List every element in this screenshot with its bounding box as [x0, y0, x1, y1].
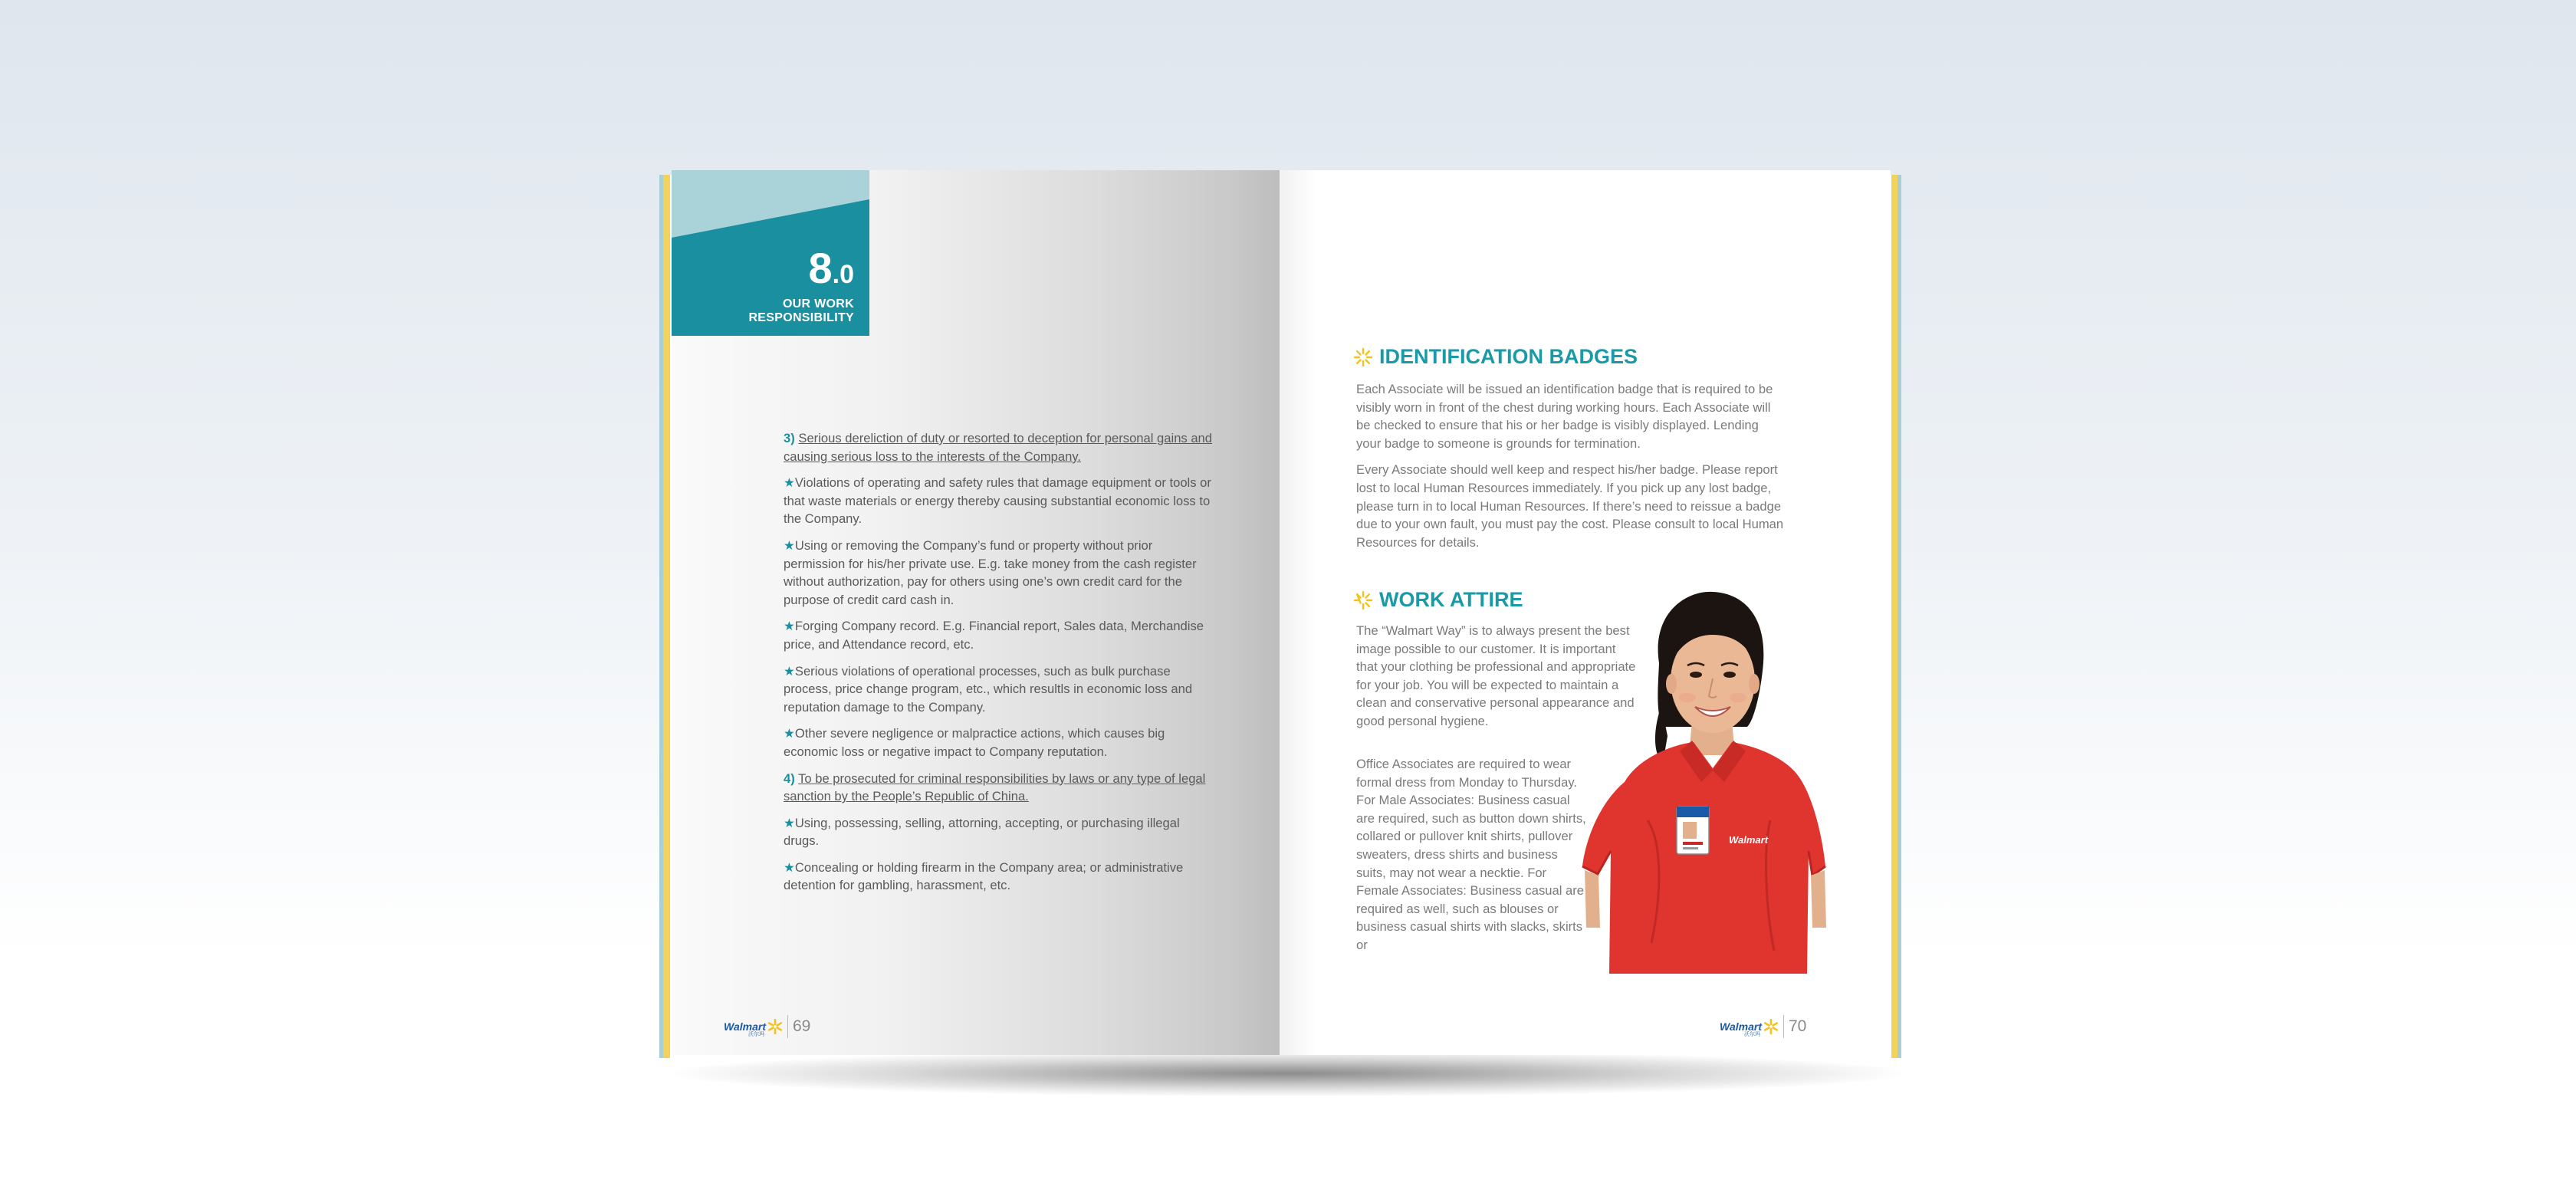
section-title-attire [1353, 588, 1523, 612]
star-bullet-icon: ★ [784, 619, 795, 634]
clause-heading [784, 770, 1213, 806]
footer-separator [1783, 1015, 1784, 1038]
bullet-text: Forging Company record. E.g. Financial report, Sales data, Merchandise price, and Attendance record, etc. [784, 619, 1204, 652]
bullet-item [784, 617, 1213, 653]
bullet-text: Violations of operating and safety rules that damage equipment or tools or that waste materials or energy thereby causing substantial economic loss to the Company. [784, 475, 1211, 527]
star-bullet-icon: ★ [784, 475, 795, 491]
clause-heading [784, 429, 1213, 465]
sun-spark-icon [1353, 590, 1373, 610]
clause-heading-text: Serious dereliction of duty or resorted to deception for personal gains and causing serious loss to the interests of the Company. [784, 431, 1213, 464]
walmart-logo-cn: 沃尔玛 [748, 1032, 764, 1037]
star-bullet-icon: ★ [784, 537, 795, 553]
footer-left [724, 1015, 810, 1038]
walmart-logo: Walmart [724, 1020, 766, 1033]
associate-photo [1579, 590, 1832, 974]
footer-right [1720, 1015, 1806, 1038]
star-bullet-icon: ★ [784, 726, 795, 741]
walmart-logo: Walmart [1720, 1020, 1762, 1033]
bullet-item [784, 537, 1213, 609]
bullet-item [784, 814, 1213, 850]
left-body-text [784, 429, 1213, 903]
chapter-number: 8.0 [808, 244, 854, 292]
footer-separator [787, 1015, 788, 1038]
walmart-spark-icon [767, 1019, 783, 1034]
clause-heading-text: To be prosecuted for criminal responsibilities by laws or any type of legal sanction by the People’s Republic of China. [784, 770, 1206, 804]
section-badges-body [1356, 380, 1786, 560]
sun-spark-icon [1353, 347, 1373, 367]
badges-paragraph-2: Every Associate should well keep and respect his/her badge. Please report lost to local Human Resources immediately. If you pick up any lost badge, please turn in to local Human Resources. If there’s need to reissue a badge due to your own fault, you must pay the cost. Please consult to local Human Resources for details. [1356, 462, 1784, 550]
page-number-left: 69 [792, 1017, 811, 1035]
section-attire-body-2 [1356, 755, 1586, 970]
open-booklet [652, 167, 1901, 1058]
attire-paragraph-1: The “Walmart Way” is to always present the best image possible to our customer. It is important that your clothing be professional and appropriate for your job. You will be expected to maintain a clean and conservative personal appearance and good personal hygiene. [1356, 623, 1636, 728]
star-bullet-icon: ★ [784, 859, 795, 875]
bullet-text: Using or removing the Company’s fund or property without prior permission for his/her private use. E.g. take money from the cash register without authorization, pay for others using one’s own credit card for the purpose of credit card cash in. [784, 537, 1197, 607]
bullet-item [784, 662, 1213, 717]
page-number-right: 70 [1788, 1017, 1807, 1035]
bullet-text: Other severe negligence or malpractice actions, which causes big economic loss or negative impact to Company reputation. [784, 726, 1165, 759]
chapter-block [672, 170, 869, 336]
page-edge-right [1889, 175, 1901, 1058]
badges-paragraph-1: Each Associate will be issued an identification badge that is required to be visibly worn in front of the chest during working hours. Each Associate will be checked to ensure that his or her badge is visibly displayed. Lending your badge to someone is grounds for termination. [1356, 382, 1773, 451]
section-title-text: WORK ATTIRE [1379, 588, 1523, 611]
bullet-text: Concealing or holding firearm in the Company area; or administrative detention for gambling, harassment, etc. [784, 859, 1184, 893]
right-page [1280, 170, 1891, 1055]
chapter-title: OUR WORK RESPONSIBILITY [748, 297, 854, 324]
walmart-logo-cn: 沃尔玛 [1744, 1032, 1760, 1037]
left-page [672, 170, 1280, 1055]
shirt-logo: Walmart [1729, 834, 1769, 846]
walmart-spark-icon [1763, 1019, 1779, 1034]
bullet-item [784, 474, 1213, 528]
bullet-text: Using, possessing, selling, attorning, accepting, or purchasing illegal drugs. [784, 815, 1180, 849]
clause-number: 3) [784, 431, 795, 445]
section-title-badges [1353, 345, 1638, 369]
star-bullet-icon: ★ [784, 663, 795, 678]
section-title-text: IDENTIFICATION BADGES [1379, 345, 1638, 368]
star-bullet-icon: ★ [784, 815, 795, 830]
attire-paragraph-2: Office Associates are required to wear formal dress from Monday to Thursday. For Male Associates: Business casual are required, such as button down shirts, collared or pullover knit shirts, pullover sweaters, dress shirts and business suits, may not wear a necktie. For Female Associates: Business casual are required as well, such as blouses or business casual shirts with slacks, skirts or [1356, 757, 1586, 952]
bullet-item [784, 859, 1213, 895]
bullet-text: Serious violations of operational processes, such as bulk purchase process, price change program, etc., which resultls in economic loss and reputation damage to the Company. [784, 663, 1193, 715]
bullet-item [784, 724, 1213, 761]
clause-number: 4) [784, 770, 795, 786]
